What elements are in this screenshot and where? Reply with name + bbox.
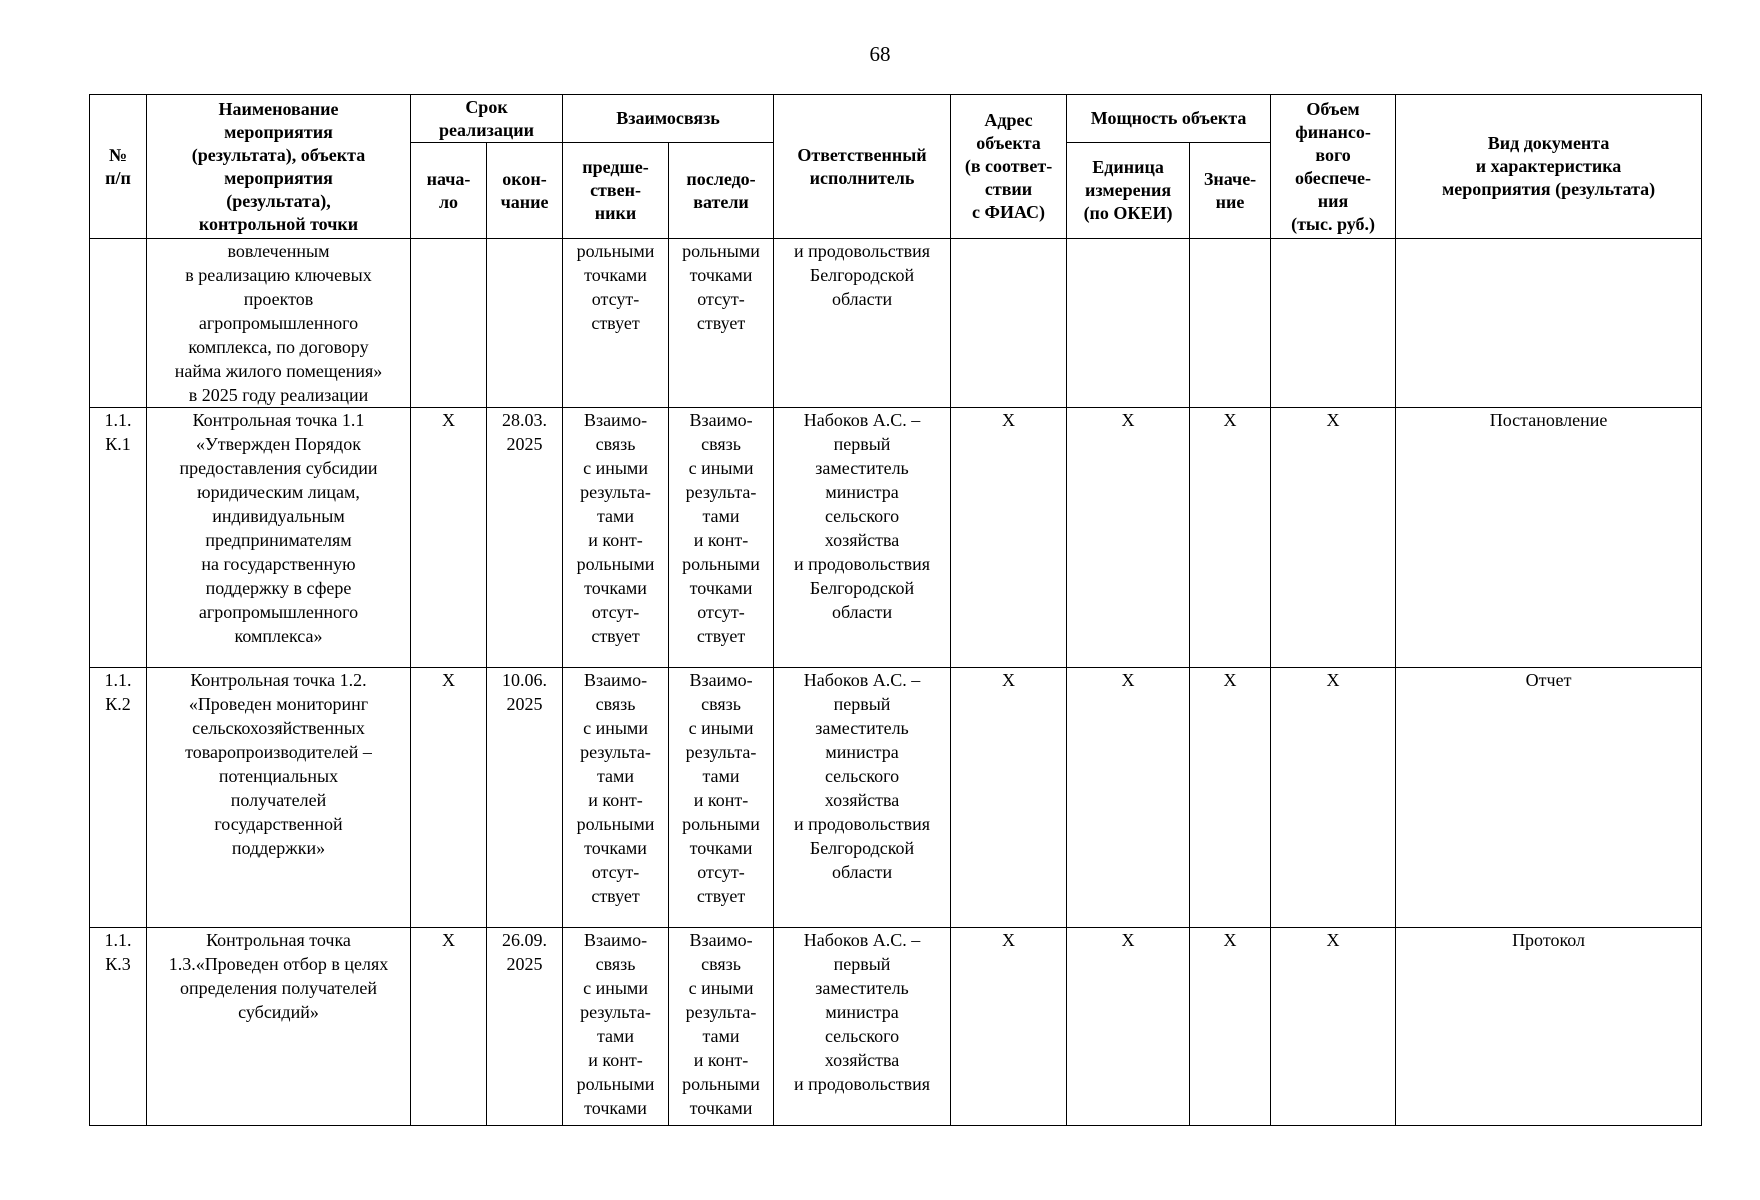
row-name: Контрольная точка 1.1 «Утвержден Порядок предоставления субсидии юридическим лицам, индивидуальным предпринимателям на государственную поддержку в сфере агропромышленного комплекса» [147, 408, 411, 668]
row-end [487, 239, 563, 408]
row-value: Х [1190, 928, 1271, 1126]
row-start: Х [411, 668, 487, 928]
table-row [90, 408, 1702, 668]
row-responsible: и продовольствия Белгородской области [774, 239, 951, 408]
row-end: 28.03. 2025 [487, 408, 563, 668]
header-predecessors: предше- ствен- ники [563, 143, 669, 239]
row-start [411, 239, 487, 408]
row-unit [1067, 239, 1190, 408]
row-finance: Х [1271, 928, 1396, 1126]
row-responsible: Набоков А.С. – первый заместитель министра сельского хозяйства и продовольствия Белгородской области [774, 668, 951, 928]
row-name: Контрольная точка 1.3.«Проведен отбор в целях определения получателей субсидий» [147, 928, 411, 1126]
row-start: Х [411, 928, 487, 1126]
table-row [90, 239, 1702, 408]
row-name: вовлеченным в реализацию ключевых проектов агропромышленного комплекса, по договору найма жилого помещения» в 2025 году реализации [147, 239, 411, 408]
plan-table [89, 94, 1702, 1126]
header-doc-type: Вид документа и характеристика мероприятия (результата) [1396, 95, 1702, 239]
row-predecessors: Взаимо- связь с иными результа- тами и конт- рольными точками отсут- ствует [563, 408, 669, 668]
page-number: 68 [869, 42, 891, 66]
row-responsible: Набоков А.С. – первый заместитель министра сельского хозяйства и продовольствия [774, 928, 951, 1126]
header-term-end: окон- чание [487, 143, 563, 239]
row-responsible: Набоков А.С. – первый заместитель министра сельского хозяйства и продовольствия Белгородской области [774, 408, 951, 668]
row-unit: Х [1067, 928, 1190, 1126]
header-address: Адрес объекта (в соответ- ствии с ФИАС) [951, 95, 1067, 239]
row-end: 10.06. 2025 [487, 668, 563, 928]
header-successors: последо- ватели [669, 143, 774, 239]
row-finance: Х [1271, 408, 1396, 668]
row-predecessors: Взаимо- связь с иными результа- тами и конт- рольными точками [563, 928, 669, 1126]
row-successors: Взаимо- связь с иными результа- тами и конт- рольными точками отсут- ствует [669, 408, 774, 668]
row-successors: Взаимо- связь с иными результа- тами и конт- рольными точками отсут- ствует [669, 668, 774, 928]
row-start: Х [411, 408, 487, 668]
row-num: 1.1. К.1 [90, 408, 147, 668]
row-end: 26.09. 2025 [487, 928, 563, 1126]
row-address: Х [951, 408, 1067, 668]
row-name: Контрольная точка 1.2. «Проведен мониторинг сельскохозяйственных товаропроизводителей – потенциальных получателей государственной поддержки» [147, 668, 411, 928]
row-value: Х [1190, 408, 1271, 668]
row-predecessors: Взаимо- связь с иными результа- тами и конт- рольными точками отсут- ствует [563, 668, 669, 928]
row-doc: Отчет [1396, 668, 1702, 928]
row-num [90, 239, 147, 408]
header-unit: Единица измерения (по ОКЕИ) [1067, 143, 1190, 239]
row-doc [1396, 239, 1702, 408]
header-term-start: нача- ло [411, 143, 487, 239]
header-name: Наименование мероприятия (результата), объекта мероприятия (результата), контрольной точки [147, 95, 411, 239]
row-value [1190, 239, 1271, 408]
row-address [951, 239, 1067, 408]
row-successors: рольными точками отсут- ствует [669, 239, 774, 408]
header-responsible: Ответственный исполнитель [774, 95, 951, 239]
row-unit: Х [1067, 668, 1190, 928]
row-doc: Постановление [1396, 408, 1702, 668]
row-address: Х [951, 928, 1067, 1126]
header-capacity: Мощность объекта [1067, 95, 1271, 143]
header-term: Срок реализации [411, 95, 563, 143]
row-address: Х [951, 668, 1067, 928]
row-doc: Протокол [1396, 928, 1702, 1126]
table-row [90, 668, 1702, 928]
row-successors: Взаимо- связь с иными результа- тами и конт- рольными точками [669, 928, 774, 1126]
row-finance: Х [1271, 668, 1396, 928]
row-value: Х [1190, 668, 1271, 928]
table-row [90, 928, 1702, 1126]
row-num: 1.1. К.2 [90, 668, 147, 928]
header-num: № п/п [90, 95, 147, 239]
row-predecessors: рольными точками отсут- ствует [563, 239, 669, 408]
header-value: Значе- ние [1190, 143, 1271, 239]
header-finance: Объем финансо- вого обеспече- ния (тыс. руб.) [1271, 95, 1396, 239]
row-unit: Х [1067, 408, 1190, 668]
header-relation: Взаимосвязь [563, 95, 774, 143]
row-num: 1.1. К.3 [90, 928, 147, 1126]
row-finance [1271, 239, 1396, 408]
